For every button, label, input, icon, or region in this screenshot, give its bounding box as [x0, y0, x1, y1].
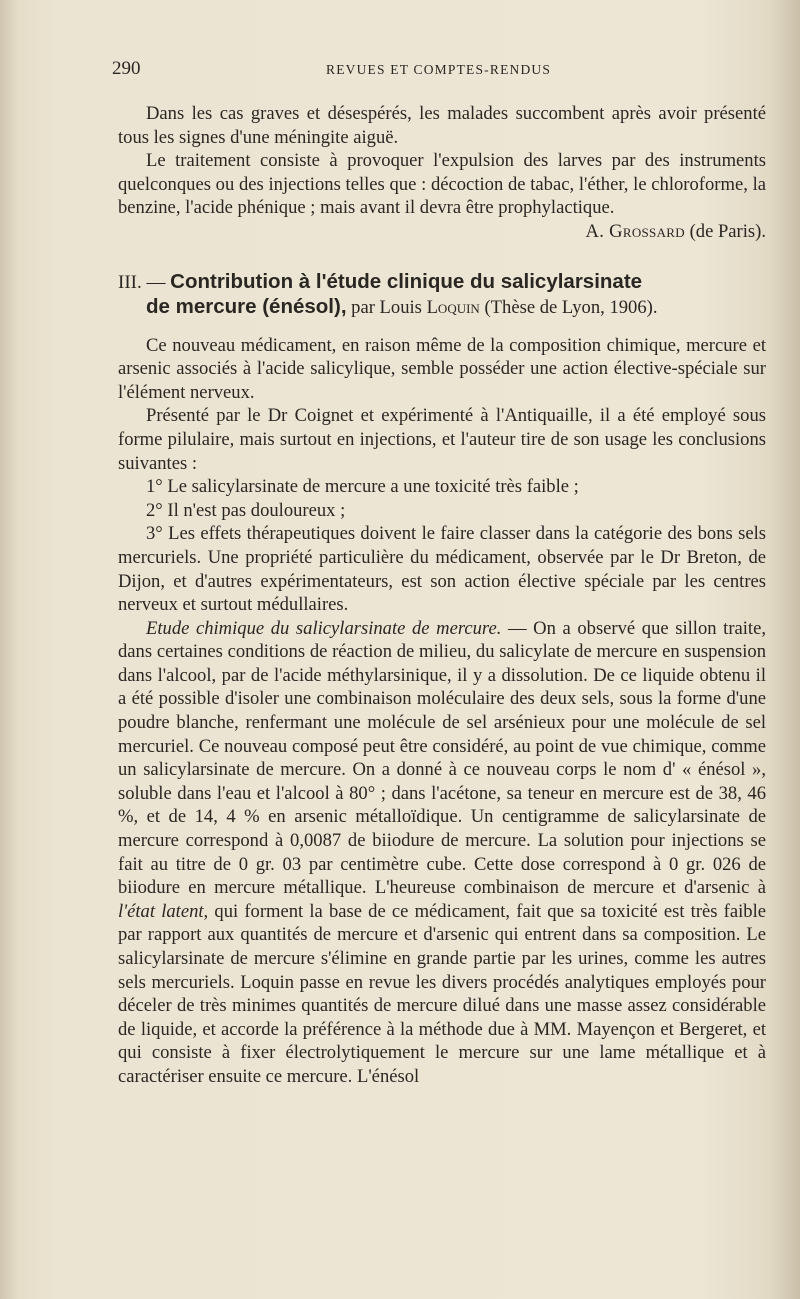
intro-paragraph-2-text: Le traitement consiste à provoquer l'expulsion des larves par des instruments quelconques ou des injections telles que : décoction de tabac, l'éther, le chloroforme, la benzine, l'acide phénique ; mais avant il devra être prophylactique. [118, 150, 766, 219]
section-title [118, 270, 766, 320]
section-paragraph-1: Ce nouveau médicament, en raison même de la composition chimique, mercure et arsenic associés à l'acide salicylique, semble posséder une action élective-spéciale sur l'élément nerveux. [118, 334, 766, 403]
section-title-bold-2: de mercure (énésol), [146, 294, 347, 318]
conclusion-item-3: 3° Les effets thérapeutiques doivent le faire classer dans la catégorie des bons sels mercuriels. Une propriété particulière du médicament, observée par le Dr Breton, de Dijon, et d'autres expérimentateurs, est son action élective spéciale par les centres nerveux et surtout médullaires. [118, 523, 766, 616]
intro-paragraph-1: Dans les cas graves et désespérés, les malades succombent après avoir présenté tous les signes d'une méningite aiguë. [118, 103, 766, 148]
conclusion-item-1: 1° Le salicylarsinate de mercure a une toxicité très faible ; [146, 476, 579, 498]
section-author: Loquin [426, 296, 480, 318]
chemical-study-heading: Etude chimique du salicylarsinate de mercure. [146, 617, 502, 639]
chemical-study-italic-term: l'état latent, [118, 900, 209, 922]
chemical-study-paragraph [118, 617, 766, 1089]
page-number: 290 [112, 58, 141, 79]
chemical-study-text-a: — On a observé que sillon traite, dans certaines conditions de réaction de milieu, du salicylate de mercure en suspension dans l'alcool, par de l'acide méthylarsinique, il y a dissolution. De ce liquide obtenu il a été possible d'isoler une combinaison moléculaire des deux sels, sous la forme d'une poudre blanche, renfermant une molécule de sel arsénieux pour une molécule de sel mercuriel. Ce nouveau composé peut être considéré, au point de vue chimique, comme un salicylarsinate de mercure. On a donné à ce nouveau corps le nom d' « énésol », soluble dans l'eau et l'alcool à 80° ; dans l'acétone, sa teneur en mercure est de 38, 46 %, et de 14, 4 % en arsenic métalloïdique. Un centigramme de salicylarsinate de mercure correspond à 0,0087 de biiodure de mercure. La solution pour injections se fait au titre de 0 gr. 03 par centimètre cube. Cette dose correspond à 0 gr. 026 de biiodure en mercure métallique. L'heureuse combinaison de mercure et d'arsenic à [118, 617, 766, 899]
signature-place: (de Paris). [689, 220, 766, 242]
running-head [112, 58, 766, 84]
section-body [118, 334, 766, 1089]
running-title: REVUES ET COMPTES-RENDUS [326, 62, 552, 77]
page-content [112, 58, 767, 1089]
section-title-bold-1: Contribution à l'étude clinique du salicylarsinate [170, 269, 643, 293]
conclusion-item-2: 2° Il n'est pas douloureux ; [146, 499, 346, 521]
section-title-line-2 [118, 295, 766, 320]
section-source: (Thèse de Lyon, 1906). [484, 296, 658, 318]
section-paragraph-2: Présenté par le Dr Coignet et expérimenté à l'Antiquaille, il a été employé sous forme pilulaire, mais surtout en injections, et l'auteur tire de son usage les conclusions suivantes : [118, 405, 766, 474]
intro-paragraph-2 [118, 149, 766, 220]
section-number: III. — [118, 271, 166, 293]
section-title-rest: par Louis [351, 296, 422, 318]
signature-name: A. Grossard [585, 220, 685, 242]
chemical-study-text-b: qui forment la base de ce médicament, fait que sa toxicité est très faible par rapport aux quantités de mercure et d'arsenic qui entrent dans sa composition. Le salicylarsinate de mercure s'élimine en grande partie par les urines, comme les autres sels mercuriels. Loquin passe en revue les divers procédés analytiques employés pour déceler de très minimes quantités de mercure dilué dans une masse assez considérable de liquide, et accorde la préférence à la méthode due à MM. Mayençon et Bergeret, et qui consiste à fixer électrolytiquement le mercure sur une lame métallique et à caractériser ensuite ce mercure. L'énésol [118, 900, 767, 1087]
review-signature [118, 220, 766, 244]
